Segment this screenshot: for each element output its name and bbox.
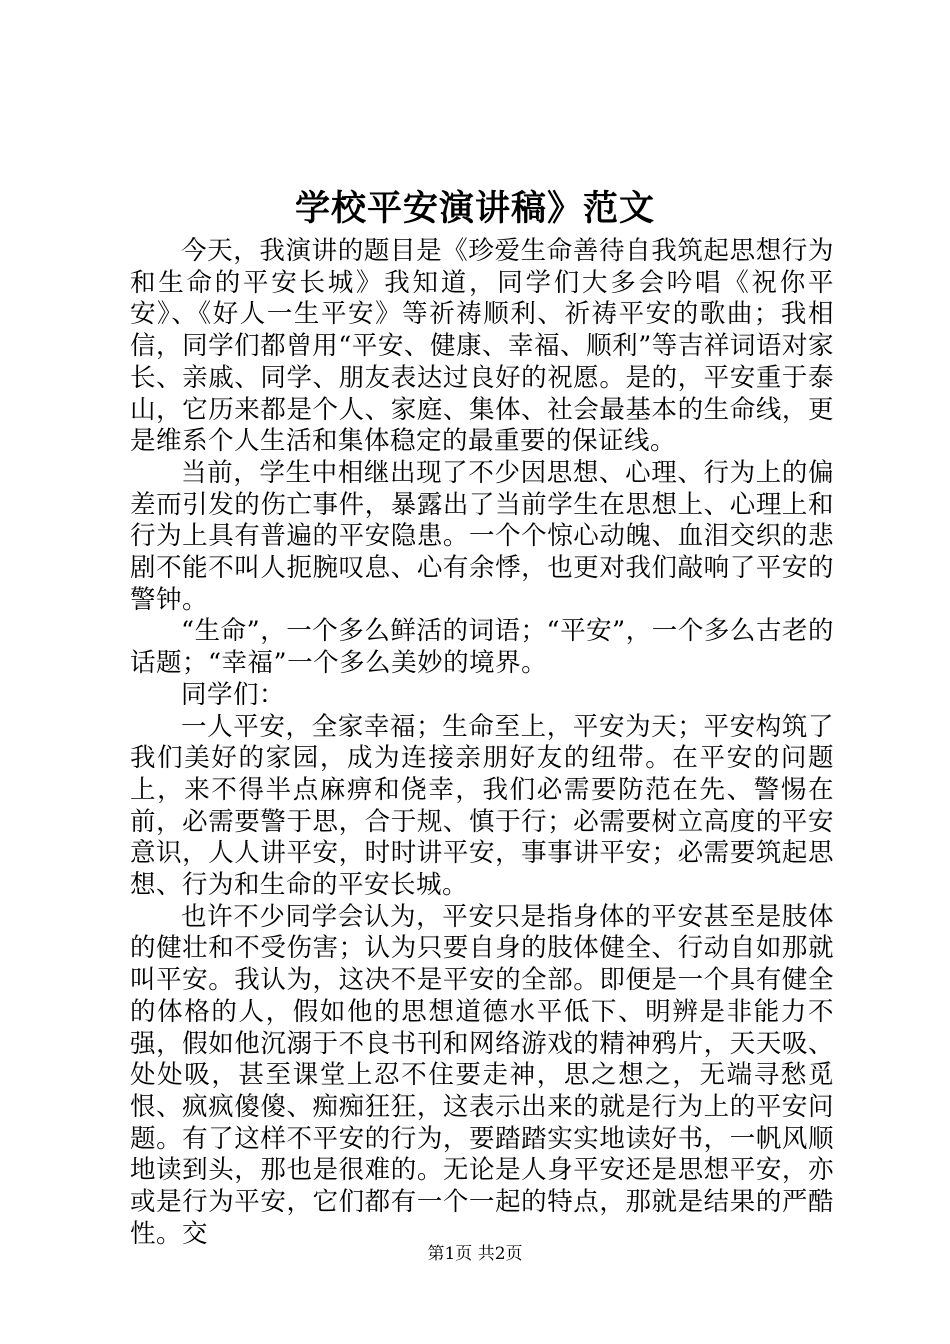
paragraph-1: 今天，我演讲的题目是《珍爱生命善待自我筑起思想行为和生命的平安长城》我知道，同学们大多会吟唱《祝你平安》、《好人一生平安》等祈祷顺利、祈祷平安的歌曲；我相信，同学们都曾用“平安、健康、幸福、顺利”等吉祥词语对家长、亲戚、同学、朋友表达过良好的祝愿。是的，平安重于泰山，它历来都是个人、家庭、集体、社会最基本的生命线，更是维系个人生活和集体稳定的最重要的保证线。 bbox=[130, 236, 834, 457]
paragraph-4: 同学们： bbox=[181, 679, 286, 710]
paragraph-6: 也许不少同学会认为，平安只是指身体的平安甚至是肢体的健壮和不受伤害；认为只要自身的肢体健全、行动自如那就叫平安。我认为，这决不是平安的全部。即便是一个具有健全的体格的人，假如他的思想道德水平低下、明辨是非能力不强，假如他沉溺于不良书刊和网络游戏的精神鸦片，天天吸、处处吸，甚至课堂上忍不住要走神，思之想之，无端寻愁觅恨、疯疯傻傻、痴痴狂狂，这表示出来的就是行为上的平安问题。有了这样不平安的行为，要踏踏实实地读好书，一帆风顺地读到头，那也是很难的。无论是人身平安还是思想平安，亦或是行为平安，它们都有一个一起的特点，那就是结果的严酷性。交 bbox=[130, 901, 834, 1249]
document-title: 学校平安演讲稿》范文 bbox=[294, 188, 655, 229]
document-body bbox=[130, 236, 834, 1251]
paragraph-3: “生命”，一个多么鲜活的词语；“平安”，一个多么古老的话题；“幸福”一个多么美妙的境界。 bbox=[130, 616, 834, 679]
paragraph-5: 一人平安，全家幸福；生命至上，平安为天；平安构筑了我们美好的家园，成为连接亲朋好友的纽带。在平安的问题上，来不得半点麻痹和侥幸，我们必需要防范在先、警惕在前，必需要警于思，合于规、慎于行；必需要树立高度的平安意识，人人讲平安，时时讲平安，事事讲平安；必需要筑起思想、行为和生命的平安长城。 bbox=[130, 711, 834, 901]
page-footer: 第1页 共2页 bbox=[427, 1244, 523, 1264]
paragraph-2: 当前，学生中相继出现了不少因思想、心理、行为上的偏差而引发的伤亡事件，暴露出了当前学生在思想上、心理上和行为上具有普遍的平安隐患。一个个惊心动魄、血泪交织的悲剧不能不叫人扼腕叹息、心有余悸，也更对我们敲响了平安的警钟。 bbox=[130, 457, 834, 615]
